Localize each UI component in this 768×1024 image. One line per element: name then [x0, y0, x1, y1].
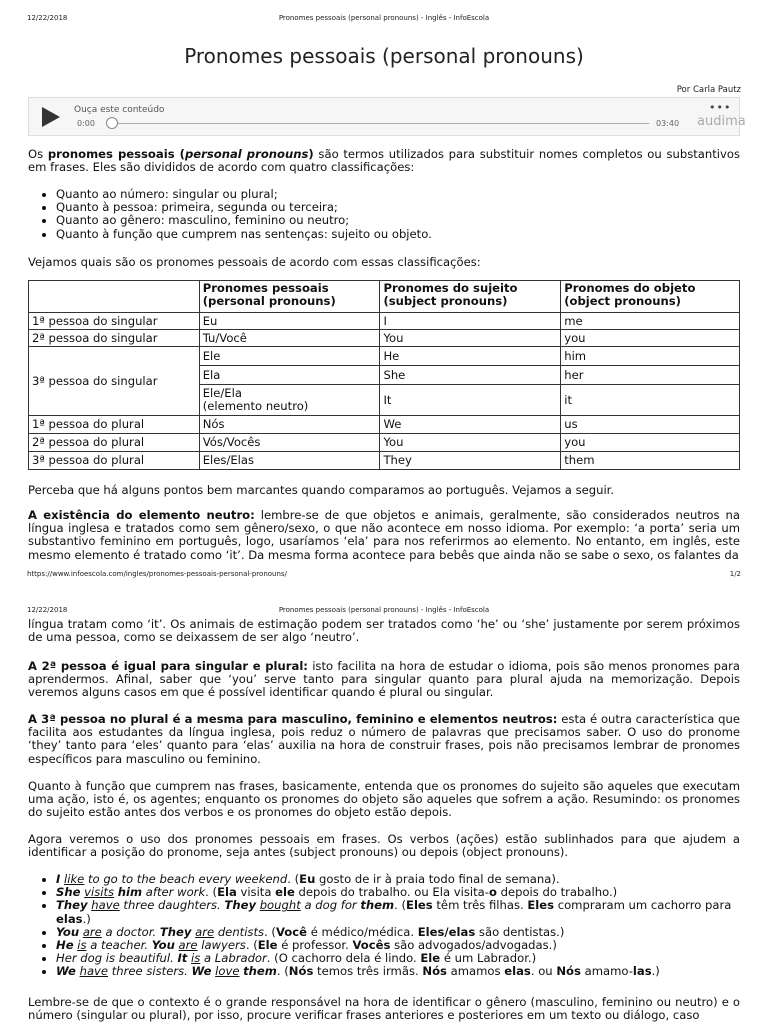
list-item: • Quanto ao gênero: masculino, feminino ou neutro; — [56, 214, 740, 227]
table-row: 1ª pessoa do plural Nós We us — [29, 416, 740, 434]
table-row: Ele/Ela (elemento neutro) It it — [29, 385, 740, 416]
function-paragraph: Quanto à função que cumprem nas frases, basicamente, entenda que os pronomes do sujeito são aqueles que executam uma ação, isto é, os agentes; enquanto os pronomes do objeto são aqueles que sofrem a ação. Resumindo: os pronomes do sujeito estão antes dos verbos e os pronomes do objeto estão depois. — [28, 779, 740, 820]
after-table-text: Perceba que há alguns pontos bem marcantes quando comparamos ao português. Vejamos a seguir. — [28, 483, 615, 497]
more-options-icon[interactable]: ••• — [709, 101, 732, 114]
table-row: 1ª pessoa do singular Eu I me — [29, 313, 740, 330]
table-row: 3ª pessoa do plural Eles/Elas They them — [29, 452, 740, 470]
table-row: 2ª pessoa do singular Tu/Você You you — [29, 330, 740, 347]
pronoun-table-wrap — [28, 280, 740, 470]
header-date: 12/22/2018 — [27, 14, 68, 22]
play-icon — [39, 106, 61, 128]
table-row: Ela She her — [29, 366, 740, 385]
list-item: • I like to go to the beach every weekend. (Eu gosto de ir à praia todo final de semana). — [56, 873, 740, 886]
list-item: • He is a teacher. You are lawyers. (Ele é professor. Vocês são advogados/advogadas.) — [56, 939, 740, 952]
page-number: 1/2 — [729, 570, 741, 578]
table-row: 3ª pessoa do singular Ele He him — [29, 347, 740, 366]
header-date: 12/22/2018 — [27, 606, 68, 614]
progress-track[interactable] — [109, 123, 649, 124]
author: Por Carla Pautz — [676, 85, 741, 95]
table-row: 2ª pessoa do plural Vós/Vocês You you — [29, 434, 740, 452]
pronoun-table — [28, 280, 740, 470]
table-header-empty — [29, 281, 200, 313]
header-title: Pronomes pessoais (personal pronouns) - Inglês - InfoEscola — [278, 14, 490, 22]
list-item: • She visits him after work. (Ela visita ele depois do trabalho. ou Ela visita-o depois do trabalho.) — [56, 886, 740, 899]
time-start: 0:00 — [77, 119, 95, 128]
header-title: Pronomes pessoais (personal pronouns) - Inglês - InfoEscola — [278, 606, 490, 614]
list-item: • Her dog is beautiful. It is a Labrador. (O cachorro dela é lindo. Ele é um Labrador.) — [56, 952, 740, 965]
list-item: • They have three daughters. They bought a dog for them. (Eles têm três filhas. Eles compraram um cachorro para elas.) — [56, 899, 740, 925]
footer-url[interactable]: https://www.infoescola.com/ingles/pronomes-pessoais-personal-pronouns/ — [27, 570, 287, 578]
second-person-paragraph: A 2ª pessoa é igual para singular e plural: isto facilita na hora de estudar o idioma, pois são menos pronomes para aprendermos. Afinal, saber que ‘you’ serve tanto para singular quanto para plural ajuda na memorização. Depois veremos alguns casos em que é possível identificar quando é plural ou singular. — [28, 659, 740, 700]
table-header-row — [29, 281, 740, 313]
examples-list — [28, 873, 740, 979]
intro-paragraph: Os pronomes pessoais (personal pronouns) são termos utilizados para substituir nomes completos ou substantivos em frases. Eles são divididos de acordo com quatro classificações: — [28, 147, 741, 175]
table-intro: Vejamos quais são os pronomes pessoais de acordo com essas classificações: — [28, 255, 481, 269]
audio-player — [28, 97, 746, 136]
list-item: • We have three sisters. We love them. (Nós temos três irmãs. Nós amamos elas. ou Nós amamo-las.) — [56, 965, 740, 978]
list-item: • You are a doctor. They are dentists. (Você é médico/médica. Eles/elas são dentistas.) — [56, 926, 740, 939]
table-header: Pronomes pessoais (personal pronouns) — [199, 281, 380, 313]
continuation-paragraph: língua tratam como ‘it’. Os animais de estimação podem ser tratados como ‘he’ ou ‘she’ justamente por serem próximos de uma pessoa, como se deixassem de ser algo ‘neutro’. — [28, 617, 740, 645]
page2-header — [0, 604, 768, 618]
closing-paragraph: Lembre-se de que o contexto é o grande responsável na hora de identificar o gênero (masculino, feminino ou neutro) e o número (singular ou plural), por isso, procure verificar frases anteriores e posteriores em um texto ou diálogo, caso — [28, 996, 740, 1023]
page-title: Pronomes pessoais (personal pronouns) — [184, 44, 584, 68]
list-item: • Quanto ao número: singular ou plural; — [56, 188, 740, 201]
page1-footer — [0, 568, 768, 580]
list-item: • Quanto à função que cumprem nas sentenças: sujeito ou objeto. — [56, 228, 740, 241]
table-header: Pronomes do objeto (object pronouns) — [561, 281, 740, 313]
list-item: • Quanto à pessoa: primeira, segunda ou terceira; — [56, 201, 740, 214]
progress-knob[interactable] — [106, 117, 118, 129]
usage-paragraph: Agora veremos o uso dos pronomes pessoais em frases. Os verbos (ações) estão sublinhados para que ajudem a identificar a posição do pronome, seja antes (subject pronouns) ou depois (object pronouns). — [28, 832, 740, 860]
table-header: Pronomes do sujeito (subject pronouns) — [380, 281, 561, 313]
audima-logo: audima — [697, 114, 746, 129]
listen-label: Ouça este conteúdo — [74, 105, 165, 115]
play-button[interactable] — [39, 106, 61, 128]
neutral-element-paragraph: A existência do elemento neutro: lembre-se de que objetos e animais, geralmente, são considerados neutros na língua inglesa e tratados como sem gênero/sexo, o que não acontece em nosso idioma. Por exemplo: ‘a porta’ seria um substantivo feminino em português, logo, usaríamos ‘ela’ para nos referirmos ao elemento. No entanto, em inglês, este mesmo elemento é tratado como ‘it’. Da mesma forma acontece para bebês que ainda não se sabe o sexo, os falantes da — [28, 509, 740, 562]
third-person-paragraph: A 3ª pessoa no plural é a mesma para masculino, feminino e elementos neutros: esta é outra característica que facilita aos estudantes da língua inglesa, pois reduz o número de palavras que precisamos saber. O uso do pronome ‘they’ tanto para ‘eles’ quanto para ‘elas’ auxilia na hora de construir frases, pois não precisamos lembrar de pronomes específicos para masculino ou feminino. — [28, 712, 741, 766]
classification-list — [28, 188, 740, 241]
page1-header — [0, 12, 768, 26]
time-end: 03:40 — [656, 119, 680, 128]
